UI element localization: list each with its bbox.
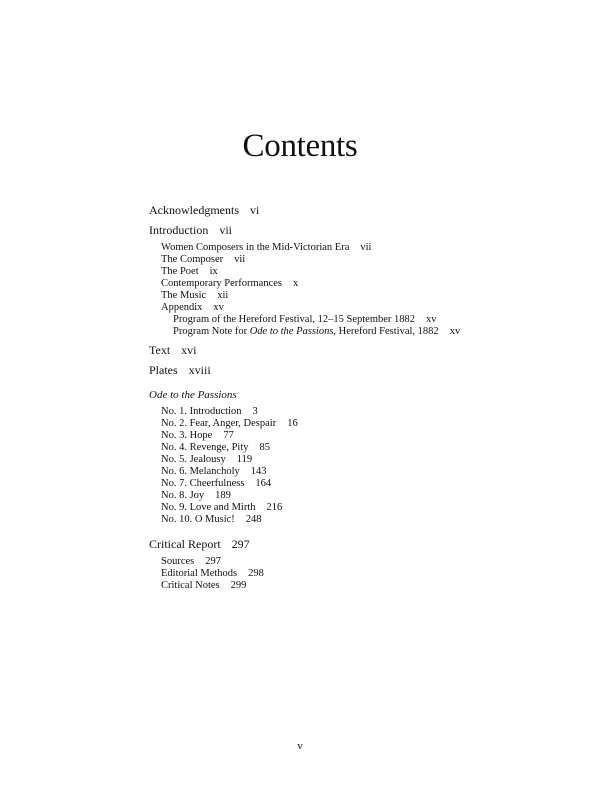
- toc-subentry: [149, 568, 569, 580]
- toc-entry-label-prefix: Program Note for: [173, 326, 250, 337]
- toc-entry-page: 3: [252, 406, 258, 417]
- toc-subentry: [149, 242, 569, 254]
- toc-entry-acknowledgments: [149, 202, 569, 218]
- toc-entry-page: xv: [449, 326, 461, 337]
- toc-entry-page: 216: [266, 502, 283, 513]
- toc-entry-label: No. 3. Hope: [161, 430, 213, 441]
- toc-entry-label: Critical Notes: [161, 580, 220, 591]
- toc-entry-page: 143: [250, 466, 267, 477]
- toc-number-entry: [149, 478, 569, 490]
- toc-entry-label: No. 4. Revenge, Pity: [161, 442, 249, 453]
- work-title: Ode to the Passions: [249, 326, 334, 337]
- toc-entry-page: 299: [230, 580, 247, 591]
- toc-entry-label: Critical Report: [149, 537, 221, 551]
- toc-entry-page: ix: [209, 266, 218, 277]
- toc-entry-label: The Music: [161, 290, 207, 301]
- toc-entry-page: 77: [223, 430, 234, 441]
- toc-entry-label: Program of the Hereford Festival, 12–15 September 1882: [173, 314, 416, 325]
- toc-number-entry: [149, 514, 569, 526]
- toc-number-entry: [149, 454, 569, 466]
- toc-number-entry: [149, 430, 569, 442]
- toc-entry-page: vii: [234, 254, 246, 265]
- toc-entry-page: 297: [231, 537, 250, 551]
- toc-entry-label: Text: [149, 343, 171, 357]
- toc-subentry: [149, 278, 569, 290]
- toc-entry-label: The Poet: [161, 266, 199, 277]
- toc-entry-label: Editorial Methods: [161, 568, 238, 579]
- page-title: Contents: [242, 128, 358, 164]
- toc-entry-label: Contemporary Performances: [161, 278, 283, 289]
- toc-entry-page: vii: [219, 223, 232, 237]
- toc-entry-page: 119: [236, 454, 253, 465]
- toc-entry-page: xv: [213, 302, 224, 313]
- toc-entry-text: [149, 342, 569, 358]
- toc-entry-label: No. 1. Introduction: [161, 406, 242, 417]
- toc-entry-page: xviii: [188, 363, 211, 377]
- toc-entry-page: xii: [217, 290, 229, 301]
- toc-entry-page: 85: [259, 442, 270, 453]
- toc-entry-critical-report: [149, 536, 569, 552]
- page-number: v: [297, 740, 303, 752]
- toc-entry-label: No. 8. Joy: [161, 490, 205, 501]
- toc-entry-page: xv: [426, 314, 437, 325]
- toc-entry-label: No. 9. Love and Mirth: [161, 502, 256, 513]
- toc-number-entry: [149, 418, 569, 430]
- toc-number-entry: [149, 490, 569, 502]
- toc-entry-label: No. 6. Melancholy: [161, 466, 240, 477]
- toc-subsubentry: [149, 326, 569, 338]
- toc-subentry: [149, 290, 569, 302]
- toc-entry-introduction: [149, 222, 569, 238]
- toc-entry-page: x: [293, 278, 299, 289]
- toc-entry-label: Introduction: [149, 223, 209, 237]
- toc-entry-page: 189: [215, 490, 231, 501]
- toc-entry-label: The Composer: [161, 254, 224, 265]
- toc-entry-page: vii: [360, 242, 372, 253]
- toc-entry-page: 164: [255, 478, 272, 489]
- toc-number-entry: [149, 502, 569, 514]
- toc-subentry: [149, 580, 569, 592]
- toc-entry-label: Appendix: [161, 302, 203, 313]
- toc-entry-label: Women Composers in the Mid-Victorian Era: [161, 242, 350, 253]
- toc-subsubentry: [149, 314, 569, 326]
- part-title: Ode to the Passions: [149, 389, 237, 401]
- toc-entry-label: No. 7. Cheerfulness: [161, 478, 245, 489]
- toc-entry-label: No. 5. Jealousy: [161, 454, 226, 465]
- toc-entry-plates: [149, 362, 569, 378]
- toc-entry-page: 16: [287, 418, 298, 429]
- toc-subentry: [149, 266, 569, 278]
- toc-entry-page: vi: [249, 203, 260, 217]
- toc-entry-page: 298: [248, 568, 264, 579]
- toc-entry-label-suffix: , Hereford Festival, 1882: [333, 326, 439, 337]
- toc-entry-page: 297: [205, 556, 221, 567]
- toc-subentry: [149, 254, 569, 266]
- toc-number-entry: [149, 406, 569, 418]
- toc-entry-page: 248: [245, 514, 262, 525]
- toc-number-entry: [149, 466, 569, 478]
- toc-subentry: [149, 556, 569, 568]
- table-of-contents: [149, 202, 569, 592]
- toc-entry-label: Plates: [149, 363, 178, 377]
- toc-entry-label: No. 10. O Music!: [161, 514, 235, 525]
- toc-entry-label: Acknowledgments: [149, 203, 239, 217]
- toc-entry-page: xvi: [181, 343, 197, 357]
- toc-subentry: [149, 302, 569, 314]
- toc-entry-label: Sources: [161, 556, 195, 567]
- toc-entry-label: No. 2. Fear, Anger, Despair: [161, 418, 277, 429]
- toc-number-entry: [149, 442, 569, 454]
